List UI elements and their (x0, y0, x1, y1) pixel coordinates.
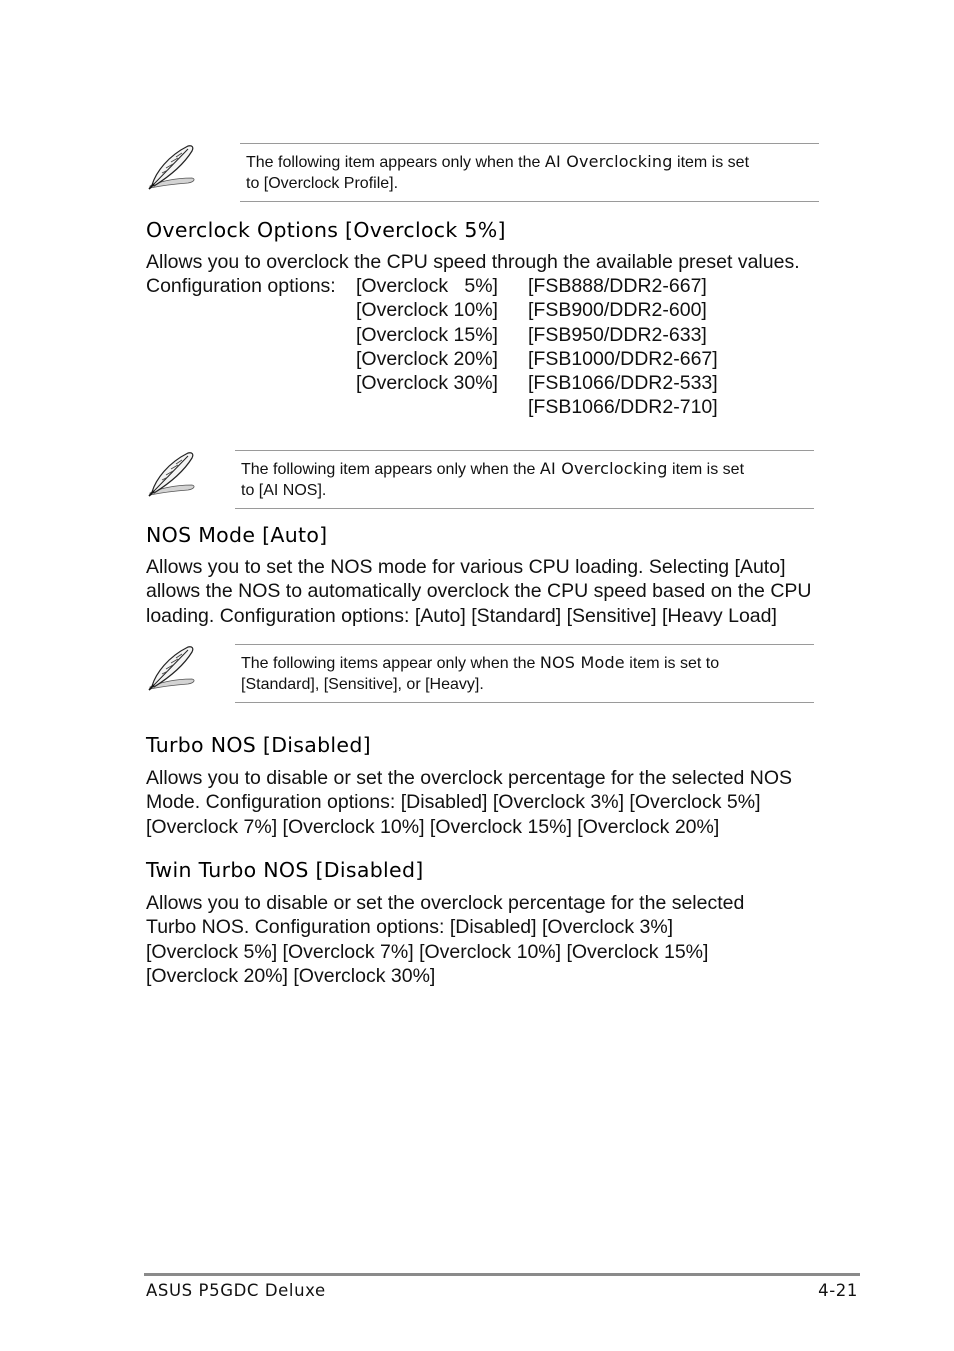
footer-rule (144, 1273, 860, 1276)
option-item: [FSB1000/DDR2-667] (528, 347, 718, 370)
note-text: The following item appears only when the AI Overclocking item is set to [Overclock Profile]. (246, 152, 750, 192)
note-box (240, 143, 819, 202)
note-text: The following items appear only when the NOS Mode item is set to [Standard], [Sensitive], or [Heavy]. (241, 653, 720, 693)
section-description: Allows you to set the NOS mode for various CPU loading. Selecting [Auto] allows the NOS to automatically overclock the CPU speed based on the CPU loading. Configuration options: [Auto] [Standard] [Sensitive] [Heavy Load] (146, 556, 812, 627)
section-description: Allows you to disable or set the overclock percentage for the selected Turbo NOS. Configuration options: [Disabled] [Overclock 3%] [Overclock 5%] [Overclock 7%] [Overclock 10%] [Overclock 15%] [Overclock 20%] [Overclock 30%] (146, 892, 745, 987)
options-column-2 (528, 274, 718, 420)
note-box (235, 644, 814, 703)
option-item: [Overclock 30%] (356, 372, 498, 395)
section-heading: Overclock Options [Overclock 5%] (146, 218, 506, 242)
config-label: Configuration options: (146, 275, 336, 297)
quill-pen-icon (144, 449, 198, 503)
option-item: [FSB1066/DDR2-533] (528, 372, 718, 395)
footer-product: ASUS P5GDC Deluxe (146, 1281, 326, 1300)
note-text: The following item appears only when the AI Overclocking item is set to [AI NOS]. (241, 459, 745, 499)
section-description: Allows you to disable or set the overclock percentage for the selected NOS Mode. Configuration options: [Disabled] [Overclock 3%] [Overclock 5%] [Overclock 7%] [Overclock 10%] [Overclock 15%] [Overclock 20%] (146, 767, 793, 838)
quill-pen-icon (144, 643, 198, 697)
option-item: [Overclock 20%] (356, 347, 498, 370)
option-item: [Overclock 15%] (356, 323, 498, 346)
quill-pen-icon (144, 142, 198, 196)
section-description: Allows you to overclock the CPU speed through the available preset values. (146, 251, 800, 273)
option-item: [FSB950/DDR2-633] (528, 323, 707, 346)
option-item: [FSB900/DDR2-600] (528, 299, 707, 322)
option-item: [Overclock 5%] (356, 275, 498, 297)
section-heading: Twin Turbo NOS [Disabled] (146, 858, 424, 882)
option-item: [Overclock 10%] (356, 299, 498, 322)
page-number: 4-21 (818, 1281, 858, 1300)
option-item: [FSB1066/DDR2-710] (528, 396, 718, 419)
option-item: [FSB888/DDR2-667] (528, 275, 707, 297)
note-box (235, 450, 814, 509)
options-column-1 (356, 274, 498, 395)
section-heading: NOS Mode [Auto] (146, 523, 328, 547)
section-heading: Turbo NOS [Disabled] (146, 733, 371, 757)
